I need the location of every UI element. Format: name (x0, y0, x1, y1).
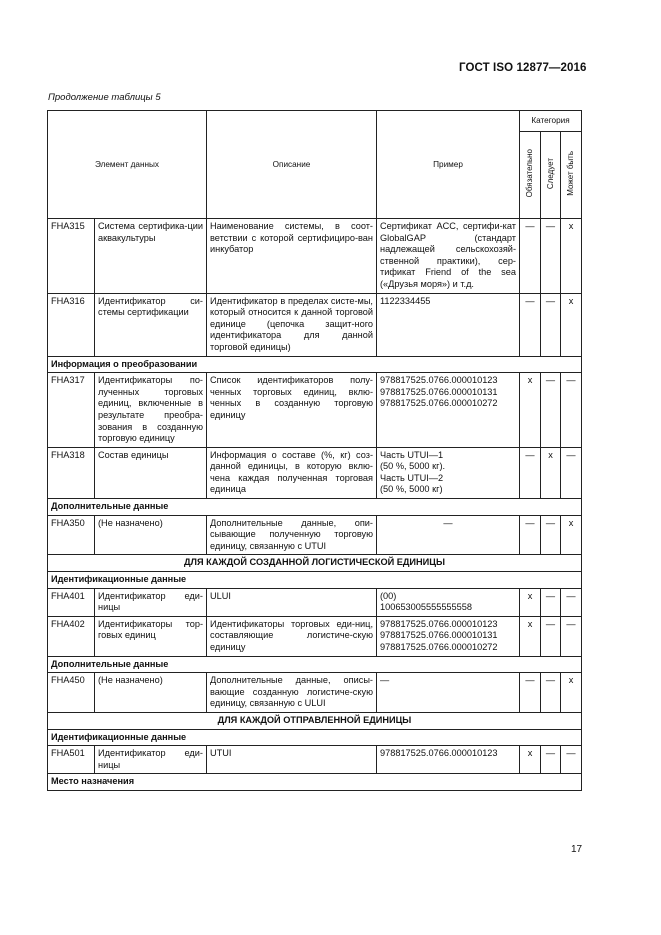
row-example (377, 616, 520, 656)
row-should-mark: — (541, 673, 561, 713)
section-destination: Место назначения (48, 774, 582, 791)
table-row (48, 219, 582, 294)
row-code: FHA450 (48, 673, 95, 713)
section-row (48, 356, 582, 373)
row-may-mark: x (561, 293, 582, 356)
row-example: 1122334455 (377, 293, 520, 356)
section-row (48, 499, 582, 516)
row-mandatory-mark: — (520, 515, 541, 555)
example-line: 978817525.0766.000010272 (380, 398, 498, 409)
table-row (48, 515, 582, 555)
row-code: FHA402 (48, 616, 95, 656)
row-example (377, 588, 520, 616)
row-example (377, 373, 520, 448)
header-may (561, 132, 582, 219)
row-name: Идентификаторы тор-говых единиц (95, 616, 207, 656)
row-mandatory-mark: — (520, 673, 541, 713)
row-description: Дополнительные данные, опи-сывающие полученную торговую единицу, связанную с UTUI (207, 515, 377, 555)
table-caption: Продолжение таблицы 5 (48, 92, 161, 103)
data-elements-table (47, 110, 582, 791)
header-should-label: Следует (545, 157, 555, 189)
example-line: 978817525.0766.000010131 (380, 630, 498, 641)
row-name: Состав единицы (95, 447, 207, 498)
row-may-mark: — (561, 588, 582, 616)
row-example: 978817525.0766.000010123 (377, 746, 520, 774)
row-may-mark: — (561, 616, 582, 656)
row-description: Дополнительные данные, описы-вающие созданную логистиче-скую единицу, связанную с ULUI (207, 673, 377, 713)
row-code: FHA318 (48, 447, 95, 498)
row-description: Наименование системы, в соот-ветствии с которой сертифициро-ван инкубатор (207, 219, 377, 294)
dispatched-unit-heading: ДЛЯ КАЖДОЙ ОТПРАВЛЕННОЙ ЕДИНИЦЫ (48, 712, 582, 729)
header-description: Описание (207, 111, 377, 219)
header-category: Категория (520, 111, 582, 132)
example-line: (00) (380, 590, 397, 601)
row-mandatory-mark: — (520, 293, 541, 356)
row-should-mark: x (541, 447, 561, 498)
row-description: Список идентификаторов полу-ченных торговых единиц, вклю-ченных в созданную торговую единицу (207, 373, 377, 448)
row-description: ULUI (207, 588, 377, 616)
row-should-mark: — (541, 373, 561, 448)
row-should-mark: — (541, 515, 561, 555)
major-heading-row (48, 555, 582, 572)
row-may-mark: — (561, 447, 582, 498)
row-should-mark: — (541, 588, 561, 616)
row-code: FHA317 (48, 373, 95, 448)
example-line: Часть UTUI—1 (380, 449, 444, 460)
row-name: (Не назначено) (95, 673, 207, 713)
table-row (48, 588, 582, 616)
example-line: 978817525.0766.000010123 (380, 375, 498, 386)
section-conversion: Информация о преобразовании (48, 356, 582, 373)
example-line: 978817525.0766.000010131 (380, 386, 498, 397)
table-row (48, 616, 582, 656)
row-mandatory-mark: x (520, 373, 541, 448)
row-name: Идентификатор еди-ницы (95, 588, 207, 616)
row-name: Идентификаторы по-лученных торговых единиц, включенные в результате преобра-зования в созданную торговую единицу (95, 373, 207, 448)
example-line: 978817525.0766.000010272 (380, 642, 498, 652)
header-example: Пример (377, 111, 520, 219)
logistic-unit-heading: ДЛЯ КАЖДОЙ СОЗДАННОЙ ЛОГИСТИЧЕСКОЙ ЕДИНИЦЫ (48, 555, 582, 572)
row-mandatory-mark: — (520, 447, 541, 498)
row-mandatory-mark: x (520, 616, 541, 656)
row-description: UTUI (207, 746, 377, 774)
row-code: FHA350 (48, 515, 95, 555)
example-line: Часть UTUI—2 (380, 472, 444, 483)
row-may-mark: x (561, 673, 582, 713)
row-may-mark: — (561, 373, 582, 448)
header-mandatory-label: Обязательно (525, 149, 535, 198)
section-additional: Дополнительные данные (48, 499, 582, 516)
section-identification: Идентификационные данные (48, 729, 582, 746)
section-row (48, 729, 582, 746)
row-description: Информация о составе (%, кг) соз-данной единицы, в которую вклю-чена каждая полученная торговая единица (207, 447, 377, 498)
row-name: (Не назначено) (95, 515, 207, 555)
table-row (48, 447, 582, 498)
section-additional: Дополнительные данные (48, 656, 582, 673)
header-may-label: Может быть (566, 150, 576, 196)
row-mandatory-mark: x (520, 588, 541, 616)
row-code: FHA501 (48, 746, 95, 774)
row-description: Идентификаторы торговых еди-ниц, составляющие логистиче-скую единицу (207, 616, 377, 656)
page-number: 17 (571, 844, 583, 855)
row-code: FHA315 (48, 219, 95, 294)
section-row (48, 774, 582, 791)
section-row (48, 656, 582, 673)
row-name: Идентификатор си-стемы сертификации (95, 293, 207, 356)
row-example: Сертификат ACC, сертифи-кат GlobalGAP (стандарт надлежащей сельскохозяй-ственной практики), сер-тификат Friend of the sea («Друзья моря») и т.д. (377, 219, 520, 294)
section-identification: Идентификационные данные (48, 572, 582, 589)
header-element: Элемент данных (48, 111, 207, 219)
example-line: 100653005555555558 (380, 602, 472, 613)
row-example: — (377, 515, 520, 555)
table-row (48, 373, 582, 448)
major-heading-row (48, 712, 582, 729)
row-example (377, 447, 520, 498)
row-should-mark: — (541, 219, 561, 294)
row-may-mark: x (561, 219, 582, 294)
row-example: — (377, 673, 520, 713)
standard-code: ГОСТ ISO 12877—2016 (459, 62, 587, 74)
example-line: (50 %, 5000 кг). (380, 461, 446, 472)
row-description: Идентификатор в пределах систе-мы, который относится к данной торговой единице (цепочка защит-ного идентификатора для данной торговой единицы) (207, 293, 377, 356)
section-row (48, 572, 582, 589)
row-code: FHA401 (48, 588, 95, 616)
row-should-mark: — (541, 293, 561, 356)
row-may-mark: — (561, 746, 582, 774)
row-may-mark: x (561, 515, 582, 555)
row-name: Идентификатор еди-ницы (95, 746, 207, 774)
table-header-row (48, 111, 582, 132)
header-should (541, 132, 561, 219)
row-mandatory-mark: — (520, 219, 541, 294)
table-row (48, 746, 582, 774)
row-should-mark: — (541, 616, 561, 656)
row-should-mark: — (541, 746, 561, 774)
table-row (48, 293, 582, 356)
row-name: Система сертифика-ции аквакультуры (95, 219, 207, 294)
row-code: FHA316 (48, 293, 95, 356)
example-line: 978817525.0766.000010123 (380, 618, 498, 629)
header-mandatory (520, 132, 541, 219)
example-line: (50 %, 5000 кг) (380, 484, 443, 495)
table-row (48, 673, 582, 713)
row-mandatory-mark: x (520, 746, 541, 774)
